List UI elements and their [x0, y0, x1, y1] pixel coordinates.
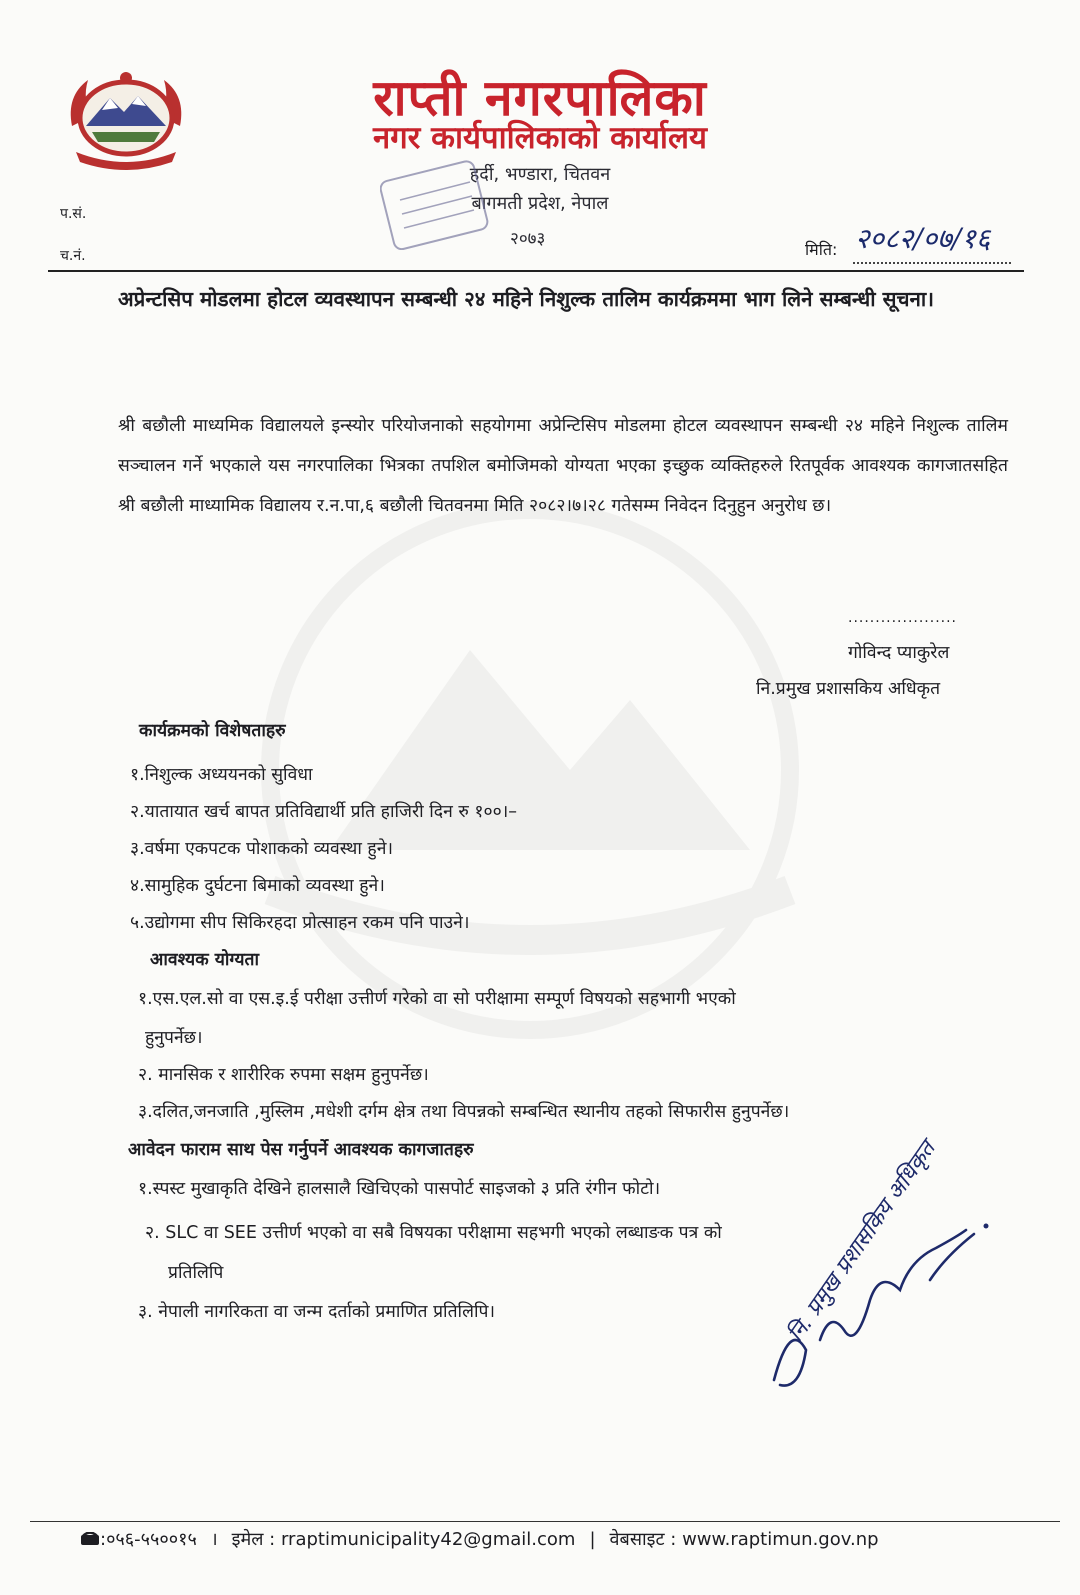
- municipality-title: राप्ती नगरपालिका: [373, 69, 707, 127]
- notice-heading: अप्रेन्टसिप मोडलमा होटल व्यवस्थापन सम्बन्धी २४ महिने निशुल्क तालिम कार्यक्रममा भाग लिने सम्बन्धी सूचना।: [118, 287, 934, 311]
- footer-email[interactable]: rraptimunicipality42@gmail.com: [280, 1529, 576, 1550]
- qualification-item-continued: हुनुपर्नेछ।: [145, 1028, 203, 1048]
- footer-phone: :०५६-५५००१५: [100, 1529, 197, 1550]
- feature-item: ५.उद्योगमा सीप सिकिरहदा प्रोत्साहन रकम पनि पाउने।: [130, 913, 470, 933]
- document-item: १.स्पस्ट मुखाकृति देखिने हालसालै खिचिएको पासपोर्ट साइजको ३ प्रति रंगीन फोटो।: [138, 1179, 661, 1199]
- footer-divider: [30, 1521, 1060, 1522]
- footer-email-label: इमेल :: [231, 1529, 276, 1550]
- address-line-1: हर्दी, भण्डारा, चितवन: [469, 164, 611, 185]
- address-line-2: बागमती प्रदेश, नेपाल: [471, 193, 609, 214]
- signatory-name: गोविन्द प्याकुरेल: [848, 643, 950, 663]
- feature-item: ३.वर्षमा एकपटक पोशाकको व्यवस्था हुने।: [130, 839, 394, 859]
- notice-body: श्री बछौली माध्यमिक विद्यालयले इन्स्योर परियोजनाको सहयोगमा अप्रेन्टिसिप मोडलमा होटल व्यवस्थापन सम्बन्धी २४ महिने निशुल्क तालिम सञ्चालन गर्ने भएकाले यस नगरपालिका भित्रका तपशिल बमोजिमको योग्यता भएका इच्छुक व्यक्तिहरुले रितपूर्वक आवश्यक कागजातसहित श्री बछौली माध्यामिक विद्यालय र.न.पा,६ बछौली चितवनमा मिति २०८२।७।२८ गतेसम्म निवेदन दिनुहुन अनुरोध छ।: [118, 416, 1008, 516]
- footer-website[interactable]: www.raptimun.gov.np: [682, 1529, 879, 1550]
- document-item: २. SLC वा SEE उत्तीर्ण भएको वा सबै विषयका परीक्षामा सहभगी भएको लब्धाङक पत्र को: [145, 1223, 722, 1243]
- qualification-item: १.एस.एल.सो वा एस.इ.ई परीक्षा उत्तीर्ण गरेको वा सो परीक्षामा सम्पूर्ण विषयको सहभागी भएको: [138, 989, 736, 1009]
- office-stamp-icon: [380, 160, 490, 250]
- nepal-emblem-icon: [62, 66, 190, 178]
- header-divider: [48, 270, 1024, 272]
- date-dotted-line: [853, 262, 1011, 264]
- document-item-continued: प्रतिलिपि: [168, 1263, 224, 1283]
- feature-item: १.निशुल्क अध्ययनको सुविधा: [130, 765, 313, 785]
- documents-heading: आवेदन फाराम साथ पेस गर्नुपर्ने आवश्यक कागजातहरु: [128, 1140, 474, 1160]
- date-value: २०८२/०७/१६: [855, 222, 991, 255]
- established-year: २०७३: [510, 229, 546, 249]
- feature-item: ४.सामुहिक दुर्घटना बिमाको व्यवस्था हुने।: [130, 876, 385, 896]
- dispatch-number-label: च.नं.: [60, 248, 86, 264]
- footer: :०५६-५५००१५ । इमेल : rraptimunicipality42@gmail.com | वेबसाइट : www.raptimun.gov.np: [80, 1527, 879, 1551]
- feature-item: २.यातायात खर्च बापत प्रतिविद्यार्थी प्रति हाजिरी दिन रु १००।–: [130, 802, 518, 822]
- signatory-title: नि.प्रमुख प्रशासकिय अधिकृत: [756, 679, 941, 699]
- footer-website-label: वेबसाइट :: [609, 1529, 677, 1550]
- signature-stamp-text: नि. प्रमुख प्रशासकिय अधिकृत: [783, 1136, 941, 1347]
- signature-dots: ....................: [848, 610, 958, 626]
- qualification-item: ३.दलित,जनजाति ,मुस्लिम ,मधेशी दर्गम क्षेत्र तथा विपन्नको सम्बन्धित स्थानीय तहको सिफारीस हुनुपर्नेछ।: [138, 1102, 790, 1122]
- phone-icon: [80, 1532, 100, 1546]
- qualification-item: २. मानसिक र शारीरिक रुपमा सक्षम हुनुपर्नेछ।: [138, 1065, 429, 1085]
- reference-number-label: प.सं.: [60, 206, 87, 222]
- document-item: ३. नेपाली नागरिकता वा जन्म दर्ताको प्रमाणित प्रतिलिपि।: [138, 1302, 496, 1322]
- office-subtitle: नगर कार्यपालिकाको कार्यालय: [373, 120, 707, 156]
- qualifications-heading: आवश्यक योग्यता: [150, 950, 259, 970]
- features-heading: कार्यक्रमको विशेषताहरु: [139, 721, 286, 741]
- date-label: मिति:: [805, 240, 838, 259]
